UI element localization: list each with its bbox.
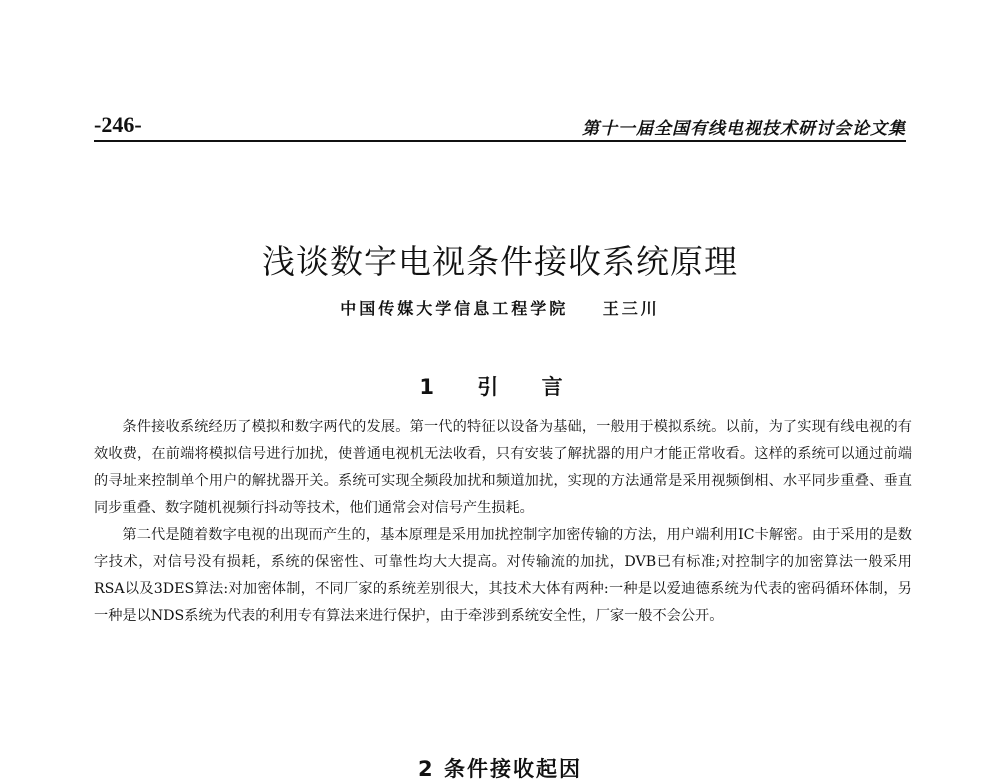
section-heading-introduction: 1 引 言 xyxy=(419,375,581,400)
body-paragraph: 第二代是随着数字电视的出现而产生的，基本原理是采用加扰控制字加密传输的方法，用户端利用IC卡解密。由于采用的是数字技术，对信号没有损耗，系统的保密性、可靠性均大大提高。对传输流的加扰，DVB已有标准;对控制字的加密算法一般采用RSA以及3DES算法:对加密体制，不同厂家的系统差别很大，其技术大体有两种:一种是以爱迪德系统为代表的密码循环体制，另一种是以NDS系统为代表的利用专有算法来进行保护，由于牵涉到系统安全性，厂家一般不会公开。 xyxy=(94,527,912,624)
section-heading-ca-origin: 2 条件接收起因 xyxy=(418,757,582,782)
body-paragraph: 条件接收系统经历了模拟和数字两代的发展。第一代的特征以设备为基础，一般用于模拟系统。以前，为了实现有线电视的有效收费，在前端将模拟信号进行加扰，使普通电视机无法收看，只有安装了解扰器的用户才能正常收看。这样的系统可以通过前端的寻址来控制单个用户的解扰器开关。系统可实现全频段加扰和频道加扰，实现的方法通常是采用视频倒相、水平同步重叠、垂直同步重叠、数字随机视频行抖动等技术，他们通常会对信号产生损耗。 xyxy=(94,419,912,516)
section-body-introduction xyxy=(94,414,912,630)
header-rule xyxy=(94,140,906,142)
paper-title: 浅谈数字电视条件接收系统原理 xyxy=(262,242,738,282)
author-affiliation: 中国传媒大学信息工程学院 xyxy=(340,299,569,318)
byline xyxy=(0,296,1000,319)
page-number: -246- xyxy=(94,112,142,137)
author-name: 王三川 xyxy=(602,299,660,318)
running-header-title: 第十一届全国有线电视技术研讨会论文集 xyxy=(582,119,906,139)
